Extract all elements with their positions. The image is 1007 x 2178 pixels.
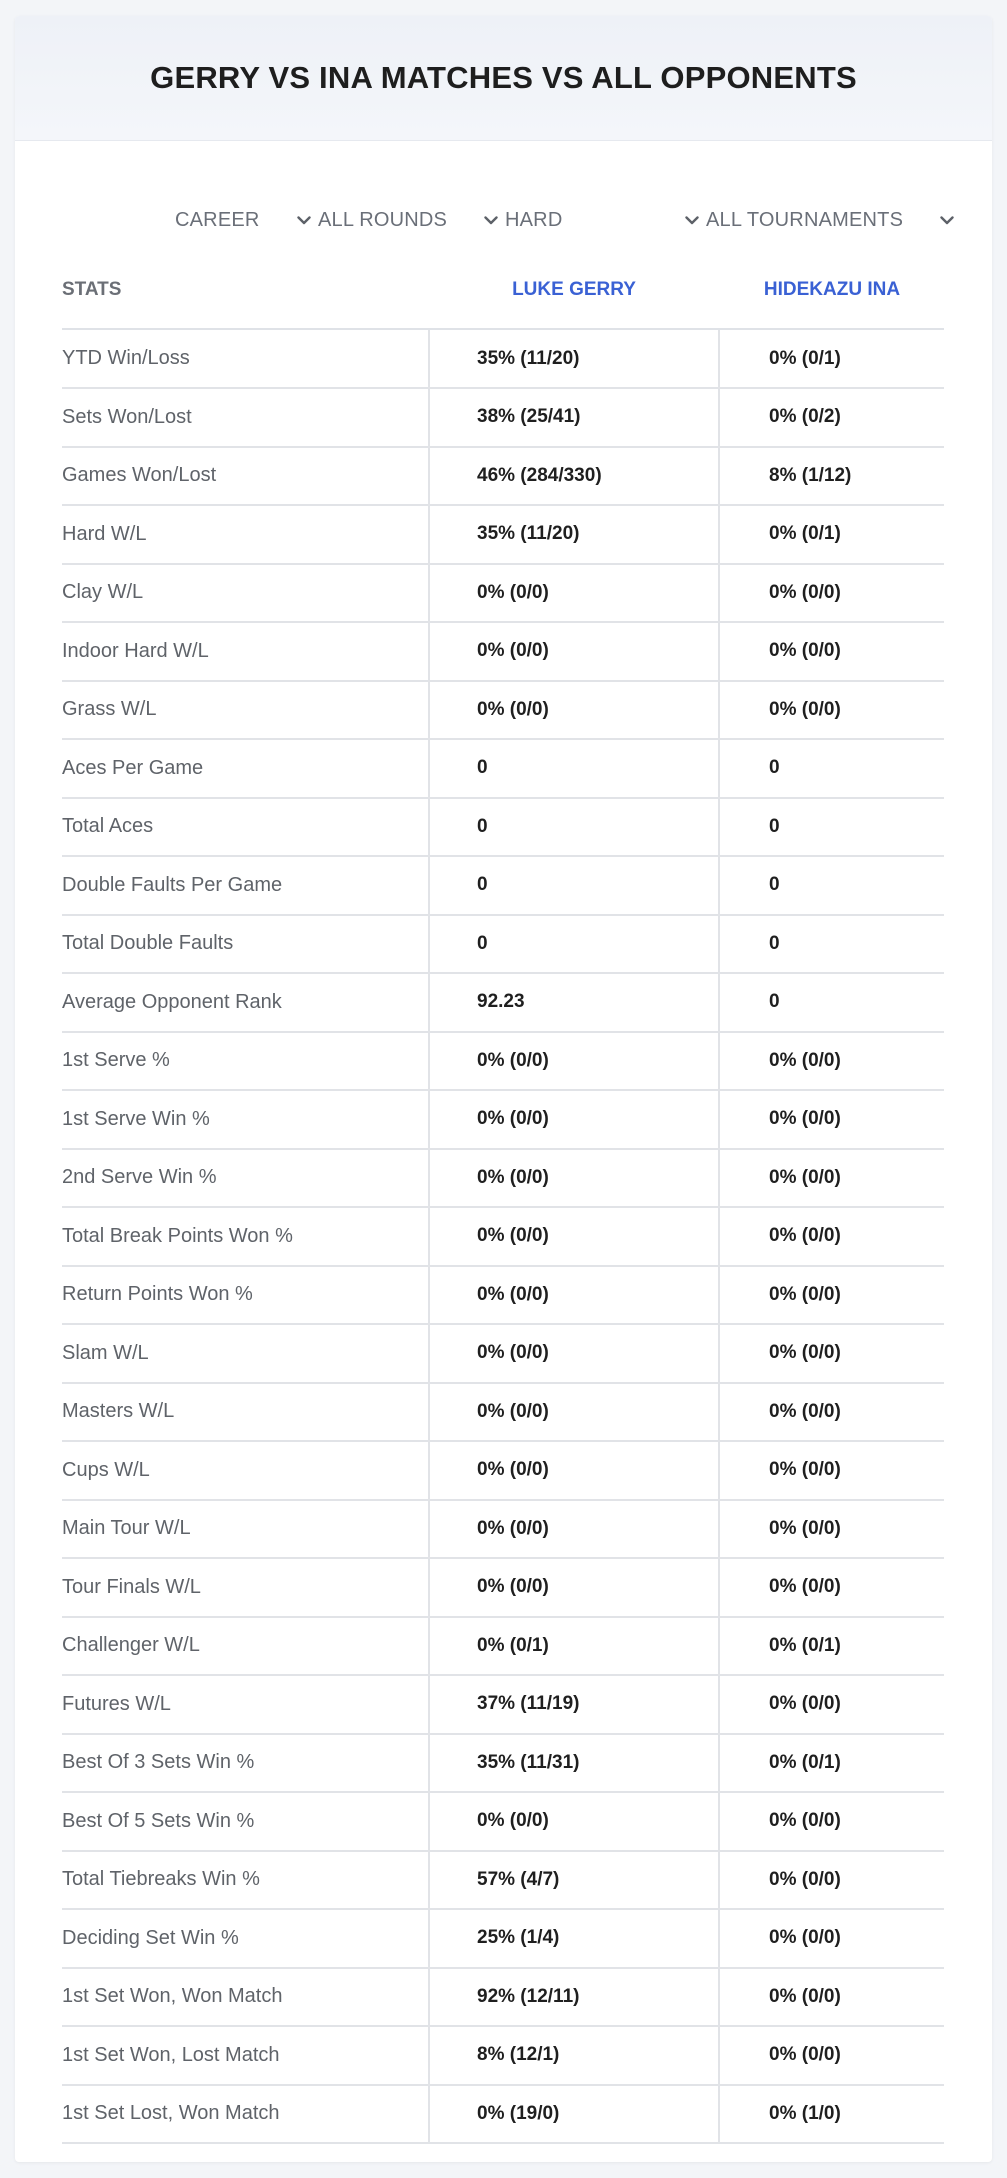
stat-label: Double Faults Per Game bbox=[62, 873, 283, 896]
table-row bbox=[62, 1676, 944, 1735]
player2-value: 0% (0/0) bbox=[769, 1400, 841, 1422]
tournament-select[interactable] bbox=[706, 188, 956, 252]
table-row bbox=[62, 1501, 944, 1560]
player2-value: 0 bbox=[769, 932, 780, 954]
player2-value: 0% (0/0) bbox=[769, 1810, 841, 1832]
player1-value: 57% (4/7) bbox=[428, 1852, 720, 1909]
table-row bbox=[62, 1325, 944, 1384]
filter-bar bbox=[15, 188, 992, 252]
stat-label: Main Tour W/L bbox=[62, 1517, 191, 1540]
stat-label: Tour Finals W/L bbox=[62, 1575, 201, 1598]
player2-value: 0% (0/0) bbox=[769, 1985, 841, 2007]
tournament-select-label: ALL TOURNAMENTS bbox=[706, 208, 904, 231]
player2-value: 0% (0/0) bbox=[769, 1693, 841, 1715]
player2-value: 0 bbox=[769, 815, 780, 837]
table-row bbox=[62, 1793, 944, 1852]
stat-label: Best Of 5 Sets Win % bbox=[62, 1809, 255, 1832]
table-row bbox=[62, 1091, 944, 1150]
player2-value: 0 bbox=[769, 757, 780, 779]
table-row bbox=[62, 330, 944, 389]
player1-value: 0% (0/0) bbox=[428, 1208, 720, 1265]
stat-label: Total Tiebreaks Win % bbox=[62, 1868, 260, 1891]
chevron-down-icon bbox=[683, 211, 701, 229]
chevron-down-icon bbox=[295, 211, 313, 229]
stat-label: Total Break Points Won % bbox=[62, 1224, 293, 1247]
player1-value: 0% (0/0) bbox=[428, 1501, 720, 1558]
table-row bbox=[62, 799, 944, 858]
player2-value: 0% (0/0) bbox=[769, 1166, 841, 1188]
player2-value: 0% (0/0) bbox=[769, 1342, 841, 1364]
player1-value: 0 bbox=[428, 857, 720, 914]
table-row bbox=[62, 974, 944, 1033]
stat-label: 1st Set Won, Won Match bbox=[62, 1985, 283, 2008]
player1-value: 0% (0/0) bbox=[428, 1267, 720, 1324]
player2-value: 0 bbox=[769, 991, 780, 1013]
player2-value: 0% (0/2) bbox=[769, 406, 841, 428]
stat-label: Aces Per Game bbox=[62, 756, 204, 779]
stat-label: Grass W/L bbox=[62, 698, 157, 721]
player2-value: 0% (0/1) bbox=[769, 1751, 841, 1773]
player1-value: 0% (0/0) bbox=[428, 1033, 720, 1090]
table-row bbox=[62, 389, 944, 448]
player1-value: 0% (0/0) bbox=[428, 682, 720, 739]
player2-value: 0% (0/0) bbox=[769, 1517, 841, 1539]
stats-card bbox=[15, 16, 992, 2162]
player1-value: 0% (0/0) bbox=[428, 1325, 720, 1382]
stats-column-header: STATS bbox=[62, 279, 122, 300]
player2-value: 0% (0/0) bbox=[769, 1868, 841, 1890]
round-select-label: ALL ROUNDS bbox=[318, 208, 448, 231]
stat-label: Futures W/L bbox=[62, 1692, 171, 1715]
player2-value: 0% (0/0) bbox=[769, 2044, 841, 2066]
stat-label: Hard W/L bbox=[62, 522, 147, 545]
chevron-down-icon bbox=[938, 211, 956, 229]
stat-label: Return Points Won % bbox=[62, 1283, 253, 1306]
table-row bbox=[62, 857, 944, 916]
table-row bbox=[62, 2086, 944, 2145]
stat-label: Indoor Hard W/L bbox=[62, 639, 209, 662]
player1-value: 0% (0/0) bbox=[428, 1559, 720, 1616]
stat-label: 1st Set Lost, Won Match bbox=[62, 2102, 280, 2125]
table-row bbox=[62, 916, 944, 975]
stat-label: YTD Win/Loss bbox=[62, 347, 190, 369]
player1-value: 38% (25/41) bbox=[428, 389, 720, 446]
player1-value: 92% (12/11) bbox=[428, 1969, 720, 2026]
stat-label: Slam W/L bbox=[62, 1341, 149, 1364]
table-row bbox=[62, 2027, 944, 2086]
stat-label: Challenger W/L bbox=[62, 1634, 200, 1657]
table-row bbox=[62, 1618, 944, 1677]
player1-value: 0% (0/1) bbox=[428, 1618, 720, 1675]
player1-value: 0 bbox=[428, 916, 720, 973]
stat-label: Total Aces bbox=[62, 815, 154, 838]
table-row bbox=[62, 1735, 944, 1794]
surface-select-label: HARD bbox=[505, 208, 563, 231]
player1-value: 0% (0/0) bbox=[428, 623, 720, 680]
table-row bbox=[62, 1033, 944, 1092]
table-row bbox=[62, 1267, 944, 1326]
player1-value: 25% (1/4) bbox=[428, 1910, 720, 1967]
stat-label: Sets Won/Lost bbox=[62, 405, 192, 428]
table-row bbox=[62, 1442, 944, 1501]
stat-label: Masters W/L bbox=[62, 1400, 175, 1423]
chevron-down-icon bbox=[482, 211, 500, 229]
table-header bbox=[62, 252, 944, 330]
stat-label: Games Won/Lost bbox=[62, 464, 217, 487]
player2-value: 0% (0/0) bbox=[769, 1927, 841, 1949]
stat-label: Cups W/L bbox=[62, 1458, 150, 1481]
player1-value: 0% (0/0) bbox=[428, 1442, 720, 1499]
table-row bbox=[62, 1559, 944, 1618]
surface-select[interactable] bbox=[505, 188, 701, 252]
stat-label: Total Double Faults bbox=[62, 932, 234, 955]
round-select[interactable] bbox=[318, 188, 500, 252]
player1-value: 92.23 bbox=[428, 974, 720, 1031]
player2-value: 0% (0/0) bbox=[769, 1576, 841, 1598]
player2-value: 0% (0/1) bbox=[769, 1634, 841, 1656]
player1-value: 35% (11/31) bbox=[428, 1735, 720, 1792]
player1-value: 0% (0/0) bbox=[428, 1150, 720, 1207]
table-row bbox=[62, 1910, 944, 1969]
player2-value: 0% (0/0) bbox=[769, 1049, 841, 1071]
player1-value: 46% (284/330) bbox=[428, 448, 720, 505]
player1-value: 0% (0/0) bbox=[428, 565, 720, 622]
player2-value: 0% (0/0) bbox=[769, 581, 841, 603]
table-row bbox=[62, 623, 944, 682]
table-row bbox=[62, 565, 944, 624]
player1-value: 35% (11/20) bbox=[428, 330, 720, 387]
stat-label: Best Of 3 Sets Win % bbox=[62, 1751, 255, 1774]
player1-value: 0% (0/0) bbox=[428, 1793, 720, 1850]
stat-label: Average Opponent Rank bbox=[62, 990, 282, 1013]
player2-value: 0% (0/0) bbox=[769, 698, 841, 720]
table-row bbox=[62, 506, 944, 565]
player1-value: 37% (11/19) bbox=[428, 1676, 720, 1733]
table-row bbox=[62, 1852, 944, 1911]
card-header bbox=[15, 16, 992, 141]
table-row bbox=[62, 1969, 944, 2028]
table-row bbox=[62, 1150, 944, 1209]
stat-label: 2nd Serve Win % bbox=[62, 1166, 217, 1189]
player2-value: 0% (1/0) bbox=[769, 2102, 841, 2124]
player2-value: 0% (0/1) bbox=[769, 347, 841, 369]
period-select-label: CAREER bbox=[175, 208, 260, 231]
player1-value: 8% (12/1) bbox=[428, 2027, 720, 2084]
player2-value: 0% (0/0) bbox=[769, 1108, 841, 1130]
stats-table bbox=[62, 252, 944, 2144]
player1-link[interactable]: LUKE GERRY bbox=[512, 279, 636, 300]
player2-value: 0 bbox=[769, 874, 780, 896]
stat-label: Clay W/L bbox=[62, 581, 144, 604]
page-title: GERRY VS INA MATCHES VS ALL OPPONENTS bbox=[150, 60, 857, 95]
stat-label: 1st Set Won, Lost Match bbox=[62, 2043, 280, 2066]
table-row bbox=[62, 740, 944, 799]
player2-value: 8% (1/12) bbox=[769, 464, 852, 486]
table-row bbox=[62, 1208, 944, 1267]
player2-value: 0% (0/0) bbox=[769, 1459, 841, 1481]
player1-value: 35% (11/20) bbox=[428, 506, 720, 563]
stat-label: 1st Serve Win % bbox=[62, 1107, 210, 1130]
player2-link[interactable]: HIDEKAZU INA bbox=[763, 279, 901, 300]
player1-value: 0% (0/0) bbox=[428, 1384, 720, 1441]
stat-label: Deciding Set Win % bbox=[62, 1926, 239, 1949]
player1-value: 0 bbox=[428, 799, 720, 856]
player1-value: 0% (0/0) bbox=[428, 1091, 720, 1148]
player1-value: 0% (19/0) bbox=[428, 2086, 720, 2143]
player2-value: 0% (0/0) bbox=[769, 640, 841, 662]
player2-value: 0% (0/0) bbox=[769, 1283, 841, 1305]
player1-value: 0 bbox=[428, 740, 720, 797]
table-row bbox=[62, 682, 944, 741]
player2-value: 0% (0/1) bbox=[769, 523, 841, 545]
table-body bbox=[62, 330, 944, 2144]
stat-label: 1st Serve % bbox=[62, 1049, 170, 1072]
table-row bbox=[62, 1384, 944, 1443]
table-row bbox=[62, 448, 944, 507]
period-select[interactable] bbox=[175, 188, 313, 252]
player2-value: 0% (0/0) bbox=[769, 1225, 841, 1247]
